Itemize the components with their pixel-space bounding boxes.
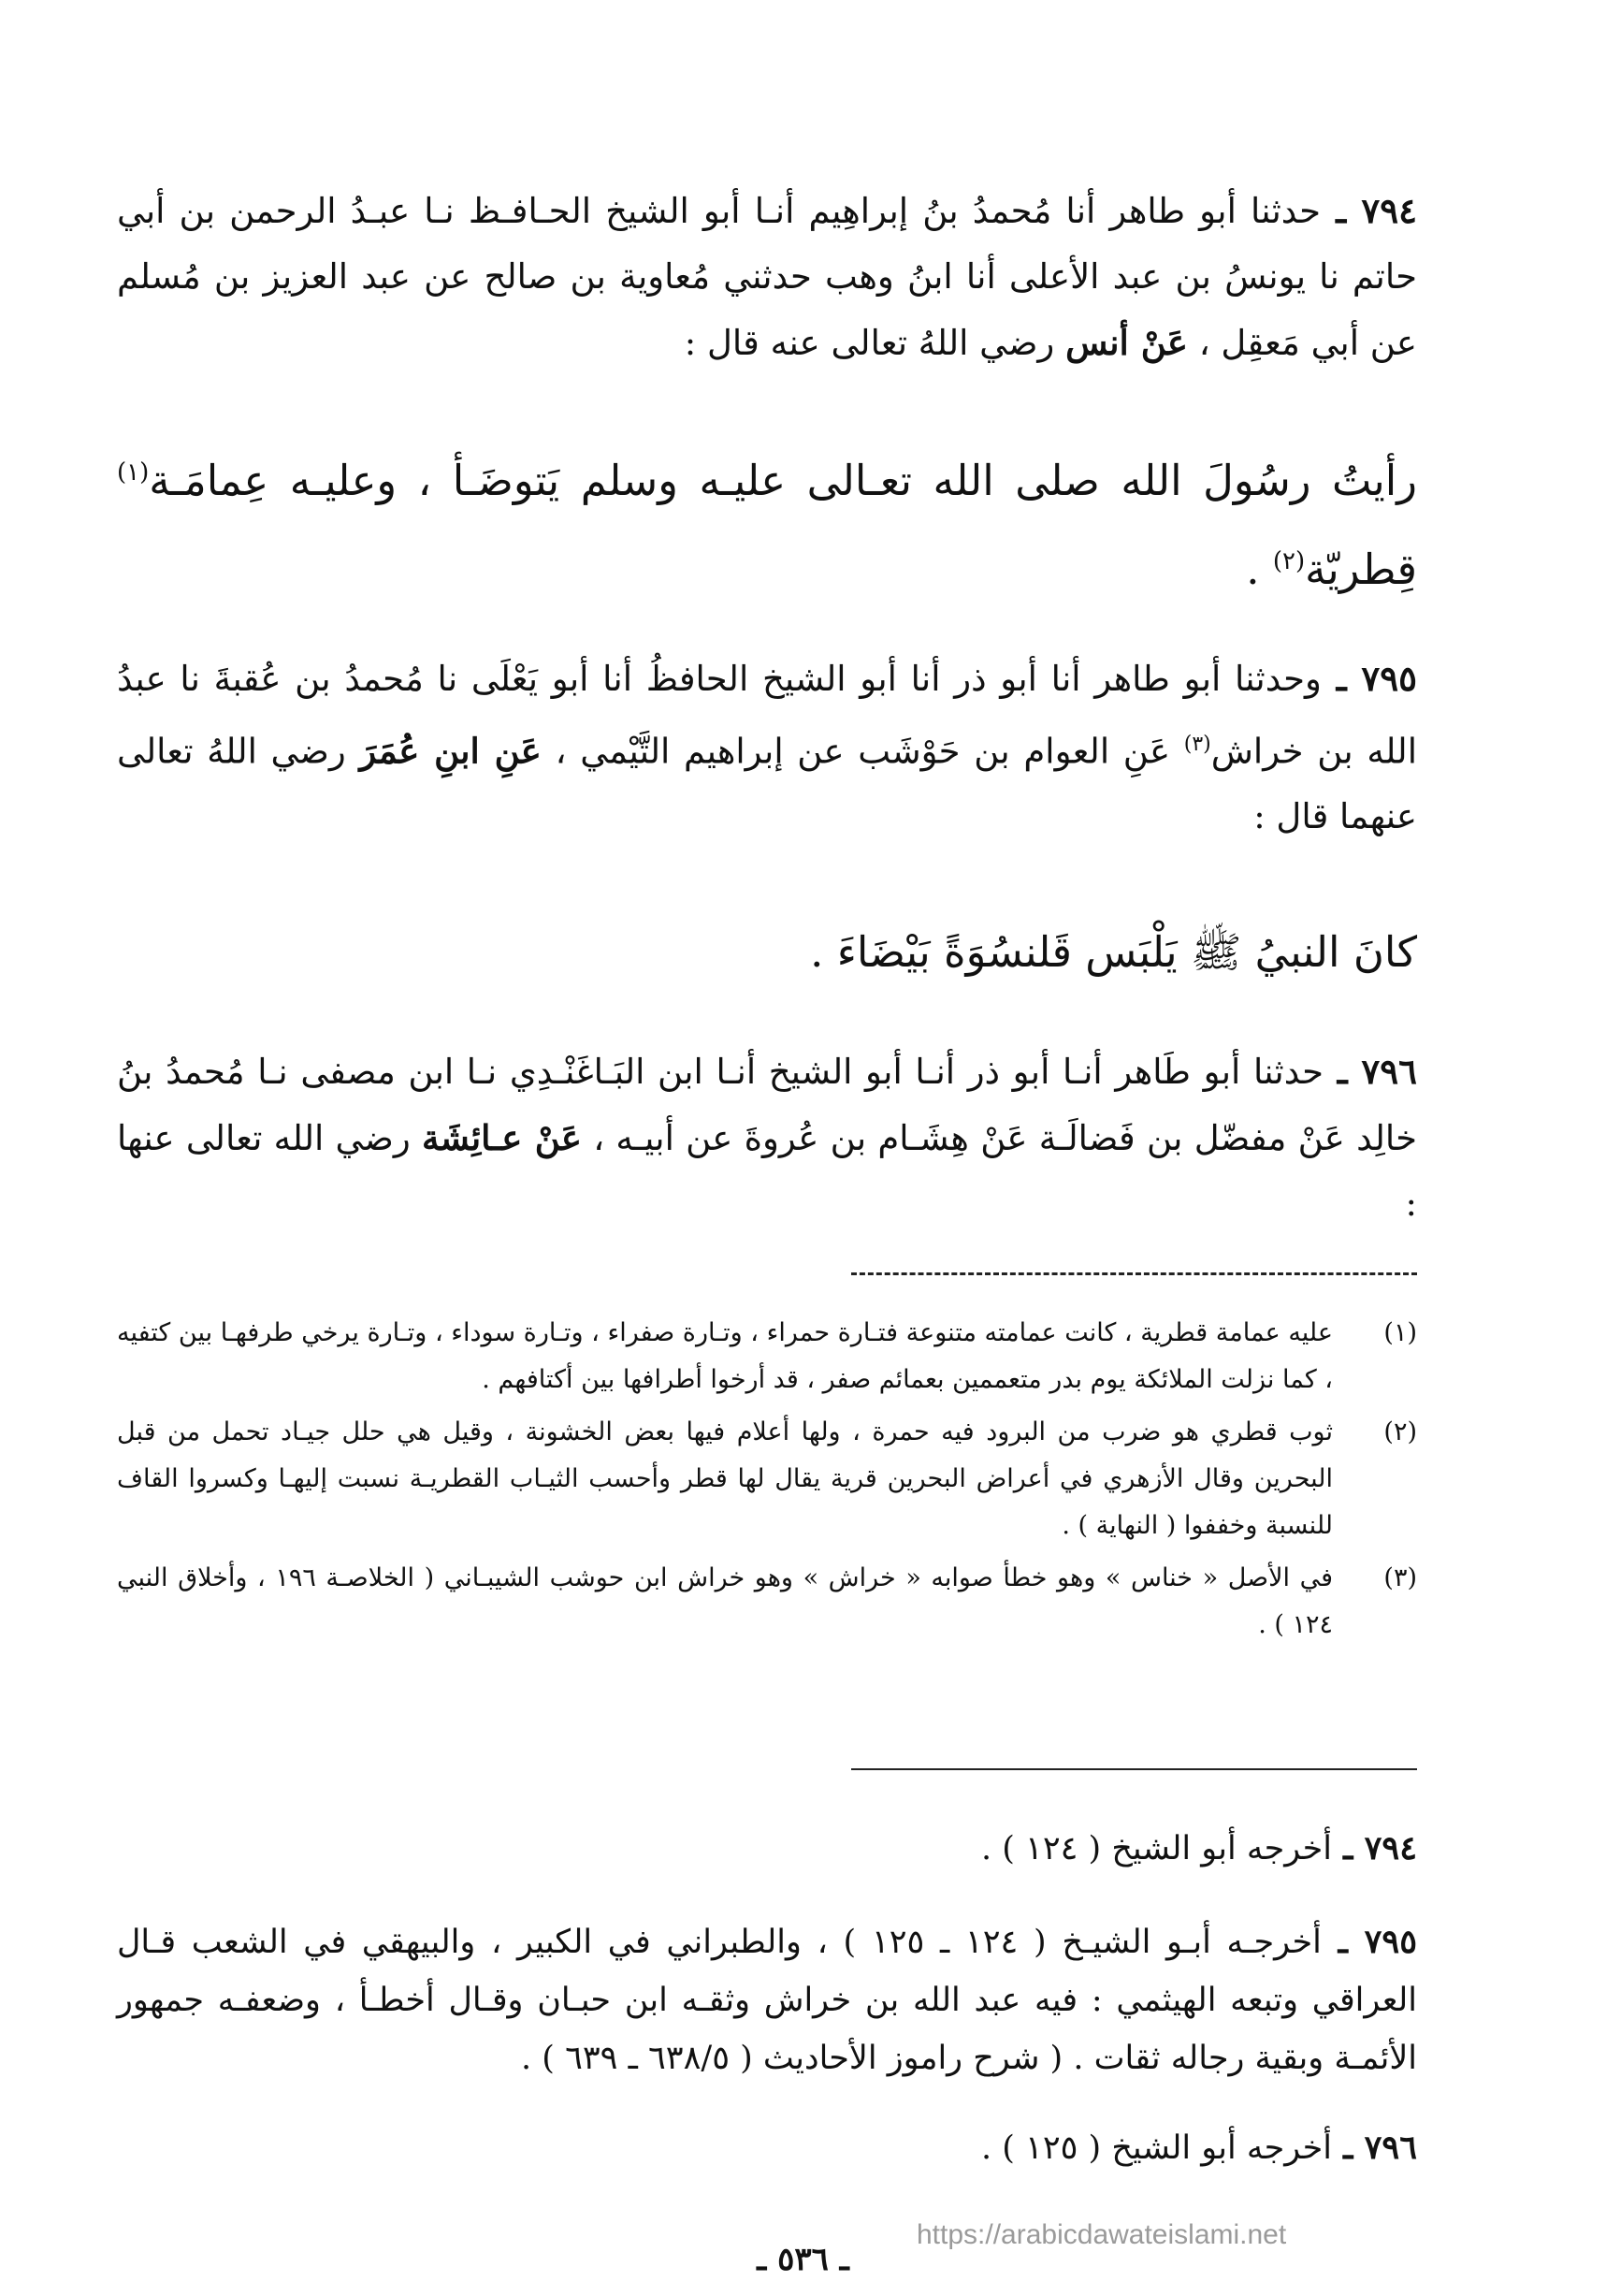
takhrij-text: أخرجه أبو الشيخ ( ١٢٤ ) . [980, 1830, 1332, 1867]
matn-text-2: قِطريّة [1305, 545, 1417, 594]
footnote-number: (٣) [1383, 1563, 1417, 1592]
matn-text-3: . [1246, 545, 1273, 594]
footnote-ref-3: (٣) [1183, 733, 1211, 756]
isnad-text-end: رضي اللهُ تعالى عنه قال : [684, 323, 1066, 363]
hadith-number: ٧٩٥ [1361, 658, 1417, 699]
narrator-name: عَنْ عـائِشَة [421, 1117, 582, 1158]
hadith-795-matn [117, 912, 1417, 993]
takhrij-796 [117, 2119, 1417, 2177]
takhrij-text: أخرجه أبو الشيخ ( ١٢٥ ) . [980, 2129, 1332, 2167]
takhrij-text: أخرجـه أبـو الشيـخ ( ١٢٤ ـ ١٢٥ ) ، والطبراني في الكبير ، والبيهقي في الشعب قـال العراقي وتبعه الهيثمي : فيه عبد الله بن خراش وثقـه ابن حبـان وقـال أخطـأ ، وضعفـه جمهور الأئمـة وبقية رجاله ثقات . ( شرح راموز الأحاديث ( ٦٣٨/٥ ـ ٦٣٩ ) . [117, 1924, 1417, 2077]
hadith-dash: ـ [1321, 658, 1362, 699]
takhrij-separator [851, 1768, 1417, 1770]
footnote-number: (١) [1383, 1318, 1417, 1347]
hadith-number: ٧٩٤ [1361, 190, 1418, 231]
footnote-3 [117, 1555, 1417, 1649]
footnote-number: (٢) [1383, 1417, 1417, 1446]
hadith-794 [117, 178, 1417, 376]
isnad-text-end: رضي الله تعالى عنها : [117, 1118, 1417, 1224]
footnotes [117, 1310, 1417, 1654]
matn-text: كانَ النبيُ ﷺ يَلْبَس قَلنسُوَةً بَيْضَاءَ . [810, 927, 1417, 977]
watermark-url: https://arabicdawateislami.net [917, 2219, 1287, 2250]
narrator-name: عَنِ ابنِ عُمَرَ [359, 730, 542, 772]
takhrij-number: ٧٩٤ [1364, 1829, 1417, 1867]
hadith-number: ٧٩٦ [1361, 1051, 1417, 1092]
footnote-separator [851, 1272, 1417, 1275]
isnad-text-mid: عَنِ العوام بن حَوْشَب عن إبراهيم التَّيْمي ، [541, 731, 1184, 772]
takhrij-794 [117, 1820, 1417, 1878]
matn-text: رأيتُ رسُولَ الله صلى الله تعـالى عليـه وسلم يَتوضَـأ ، وعليـه عِمامَـة [149, 456, 1417, 505]
footnote-ref-1: (١) [117, 458, 150, 487]
page-number: ـ ٥٣٦ ـ [757, 2241, 849, 2278]
hadith-dash: ـ [1321, 190, 1362, 231]
footnote-ref-2: (٢) [1272, 547, 1306, 575]
isnad-text: حدثنا أبو طَاهر أنـا أبو ذر أنـا أبو الشيخ أنـا ابن البَـاغَنْـدِي نـا ابن مصفى نـا مُحمدُ بنُ خالِد عَنْ مفضّل بن فَضالَـة عَنْ هِشَـام بن عُروةَ عن أبيـه ، [117, 1052, 1417, 1158]
footnote-text: عليه عمامة قطرية ، كانت عمامته متنوعة فتـارة حمراء ، وتـارة صفراء ، وتـارة سوداء ، وتـارة يرخي طرفهـا بين كتفيه ، كما نزلت الملائكة يوم بدر متعممين بعمائم صفر ، قد أرخوا أطرافها بين أكتافهم . [117, 1318, 1333, 1394]
footnote-1 [117, 1310, 1417, 1403]
hadith-795 [117, 646, 1417, 850]
hadith-796 [117, 1039, 1417, 1237]
takhrij-dash: ـ [1321, 1923, 1365, 1961]
takhrij-number: ٧٩٦ [1364, 2129, 1417, 2167]
narrator-name: عَنْ أنس [1065, 322, 1188, 363]
isnad-text-end: رضي اللهُ تعالى عنهما قال : [117, 731, 1417, 837]
takhrij-dash: ـ [1331, 1829, 1365, 1867]
footnote-2 [117, 1409, 1417, 1549]
takhrij-795 [117, 1913, 1417, 2087]
hadith-dash: ـ [1324, 1051, 1362, 1092]
isnad-text: حدثنا أبو طاهر أنا مُحمدُ بنُ إبراهِيم أنـا أبو الشيخ الحـافـظ نـا عبـدُ الرحمن بن أبي حاتم نا يونسُ بن عبد الأعلى أنا ابنُ وهب حدثني مُعاوية بن صالح عن عبد العزيز بن مُسلم عن أبي مَعقِل ، [117, 191, 1417, 363]
footnote-text: في الأصل « خناس » وهو خطأ صوابه « خراش » وهو خراش ابن حوشب الشيبـاني ( الخلاصـة ١٩٦ ، وأخلاق النبي ١٢٤ ) . [117, 1563, 1333, 1639]
hadith-794-matn [117, 432, 1417, 610]
isnad-text: وحدثنا أبو طاهر أنا أبو ذر أنا أبو الشيخ الحافظُ أنا أبو يَعْلَى نا مُحمدُ بن عُقبةَ نا عبدُ الله بن خراش [117, 659, 1417, 772]
footnote-text: ثوب قطري هو ضرب من البرود فيه حمرة ، ولها أعلام فيها بعض الخشونة ، وقيل هي حلل جيـاد تحمل من قبل البحرين وقال الأزهري في أعراض البحرين قرية يقال لها قطر وأحسب الثيـاب القطريـة نسبت إليهـا وكسروا القاف للنسبة وخففوا ( النهاية ) . [117, 1417, 1333, 1540]
takhrij-number: ٧٩٥ [1364, 1923, 1417, 1961]
takhrij-dash: ـ [1331, 2129, 1365, 2167]
